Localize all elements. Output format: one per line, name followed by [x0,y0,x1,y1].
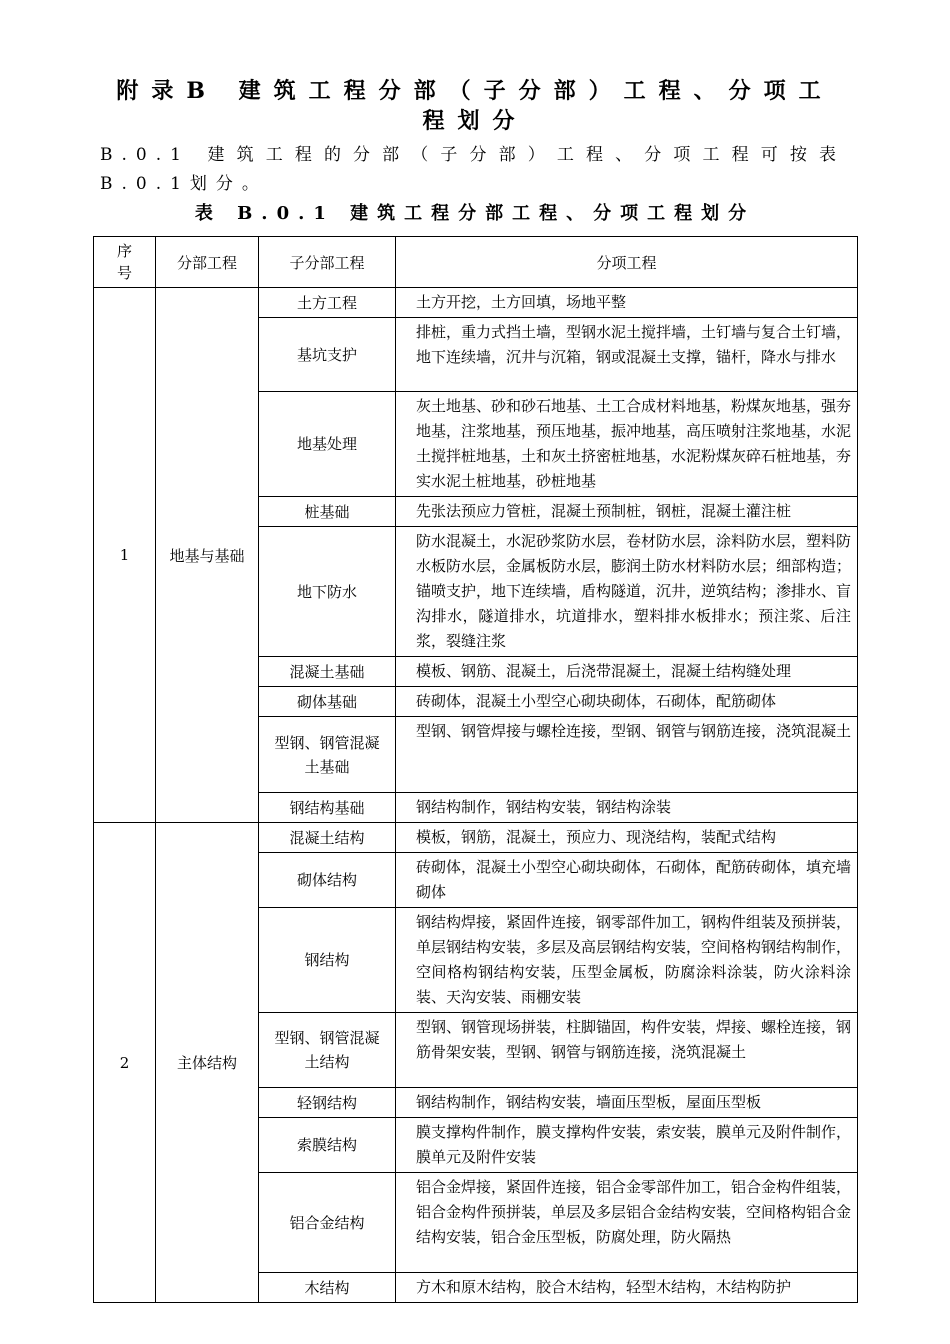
header-no: 序号 [94,237,156,288]
subdivision-name: 混凝土基础 [259,657,396,687]
table-row [94,288,858,318]
item-list: 方木和原木结构，胶合木结构，轻型木结构，木结构防护 [396,1273,858,1303]
subdivision-name: 混凝土结构 [259,823,396,853]
division-table [93,236,858,1303]
table-header-row [94,237,858,288]
subdivision-name: 型钢、钢管混凝 土基础 [259,717,396,793]
appendix-title: 附录B 建筑工程分部（子分部）工程、分项工程划分 [116,78,834,134]
division-name: 地基与基础 [156,288,259,823]
item-list: 模板、钢筋、混凝土，后浇带混凝土，混凝土结构缝处理 [396,657,858,687]
division-name: 主体结构 [156,823,259,1303]
subdivision-name: 土方工程 [259,288,396,318]
subdivision-name: 型钢、钢管混凝土结构 [259,1013,396,1088]
item-list: 铝合金焊接，紧固件连接，铝合金零部件加工，铝合金构件组装，铝合金构件预拼装，单层及多层铝合金结构安装，空间格构铝合金结构安装，铝合金压型板，防腐处理，防火隔热 [396,1173,858,1273]
header-division: 分部工程 [156,237,259,288]
item-list: 钢结构焊接，紧固件连接，钢零部件加工，钢构件组装及预拼装，单层钢结构安装，多层及高层钢结构安装，空间格构钢结构制作，空间格构钢结构安装，压型金属板，防腐涂料涂装，防火涂料涂装、天沟安装、雨棚安装 [396,908,858,1013]
group-number: 1 [94,288,156,823]
item-list: 防水混凝土，水泥砂浆防水层，卷材防水层，涂料防水层，塑料防水板防水层，金属板防水层，膨润土防水材料防水层；细部构造；锚喷支护，地下连续墙，盾构隧道，沉井，逆筑结构；渗排水、盲沟排水，隧道排水，坑道排水，塑料排水板排水；预注浆、后注浆，裂缝注浆 [396,527,858,657]
item-list: 钢结构制作，钢结构安装，墙面压型板，屋面压型板 [396,1088,858,1118]
item-list: 模板，钢筋，混凝土，预应力、现浇结构，装配式结构 [396,823,858,853]
subdivision-name: 桩基础 [259,497,396,527]
subdivision-name: 砌体结构 [259,853,396,908]
group-number: 2 [94,823,156,1303]
subdivision-name: 地基处理 [259,392,396,497]
subdivision-name: 基坑支护 [259,318,396,392]
table-row [94,823,858,853]
item-list: 膜支撑构件制作，膜支撑构件安装，索安装，膜单元及附件制作，膜单元及附件安装 [396,1118,858,1173]
item-list: 土方开挖，土方回填，场地平整 [396,288,858,318]
item-list: 型钢、钢管现场拼装，柱脚锚固，构件安装，焊接、螺栓连接，钢筋骨架安装，型钢、钢管与钢筋连接，浇筑混凝土 [396,1013,858,1088]
header-subdivision: 子分部工程 [259,237,396,288]
item-list: 灰土地基、砂和砂石地基、土工合成材料地基，粉煤灰地基，强夯地基，注浆地基，预压地基，振冲地基，高压喷射注浆地基，水泥土搅拌桩地基，土和灰土挤密桩地基，水泥粉煤灰碎石桩地基，夯实水泥土桩地基，砂桩地基 [396,392,858,497]
item-list: 钢结构制作，钢结构安装，钢结构涂装 [396,793,858,823]
subdivision-name: 钢结构 [259,908,396,1013]
item-list: 砖砌体，混凝土小型空心砌块砌体，石砌体，配筋砖砌体，填充墙砌体 [396,853,858,908]
table-caption: 表 B.0.1 建筑工程分部工程、分项工程划分 [194,203,756,224]
item-list: 排桩，重力式挡土墙，型钢水泥土搅拌墙，土钉墙与复合土钉墙，地下连续墙，沉井与沉箱，钢或混凝土支撑，锚杆，降水与排水 [396,318,858,392]
intro-paragraph: B.0.1 建筑工程的分部（子分部）工程、分项工程可按表 B.0.1划分。 [100,145,845,194]
subdivision-name: 地下防水 [259,527,396,657]
subdivision-name: 铝合金结构 [259,1173,396,1273]
header-items: 分项工程 [396,237,858,288]
subdivision-name: 钢结构基础 [259,793,396,823]
subdivision-name: 轻钢结构 [259,1088,396,1118]
subdivision-name: 砌体基础 [259,687,396,717]
subdivision-name: 木结构 [259,1273,396,1303]
item-list: 砖砌体，混凝土小型空心砌块砌体，石砌体，配筋砌体 [396,687,858,717]
subdivision-name: 索膜结构 [259,1118,396,1173]
item-list: 型钢、钢管焊接与螺栓连接，型钢、钢管与钢筋连接，浇筑混凝土 [396,717,858,793]
item-list: 先张法预应力管桩，混凝土预制桩，钢桩，混凝土灌注桩 [396,497,858,527]
